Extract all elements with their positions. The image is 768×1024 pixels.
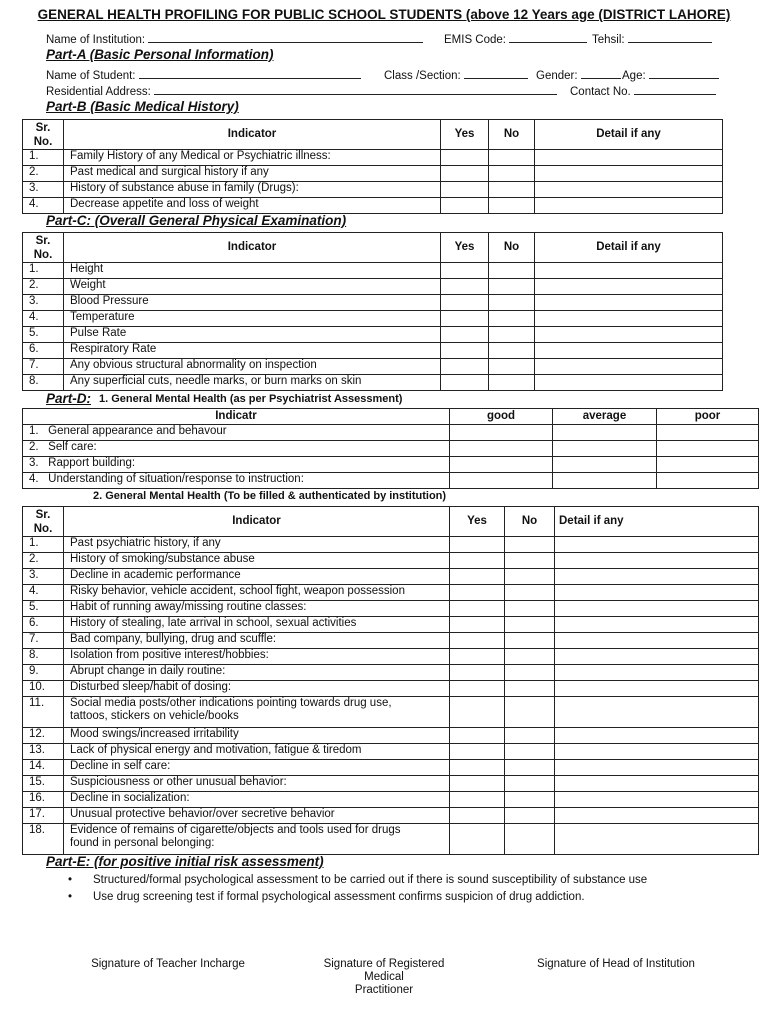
col-header-sr-no: Sr. No. — [23, 233, 64, 263]
row-indicator: Habit of running away/missing routine classes: — [64, 601, 450, 617]
part-d-heading: Part-D: — [46, 391, 92, 406]
yes-cell[interactable] — [441, 263, 489, 279]
table-row — [23, 295, 723, 311]
row-sr: 2. — [23, 166, 64, 182]
no-cell[interactable] — [489, 295, 535, 311]
row-indicator: Unusual protective behavior/over secretive behavior — [64, 808, 450, 824]
yes-cell[interactable] — [441, 295, 489, 311]
institution-label: Name of Institution: — [46, 34, 146, 46]
table-row — [23, 681, 759, 697]
row-sr: 3. — [23, 569, 64, 585]
detail-cell[interactable] — [555, 792, 759, 808]
average-cell[interactable] — [553, 457, 657, 473]
bullet-text: Structured/formal psychological assessment to be carried out if there is sound susceptibility of substance use — [93, 874, 648, 886]
row-sr: 18. — [23, 824, 64, 855]
yes-cell[interactable] — [450, 553, 505, 569]
col-header-no: No — [505, 507, 555, 537]
no-cell[interactable] — [505, 633, 555, 649]
detail-cell[interactable] — [555, 728, 759, 744]
row-indicator: Respiratory Rate — [64, 343, 441, 359]
institution-input-line[interactable] — [148, 31, 423, 43]
row-sr: 8. — [23, 375, 64, 391]
poor-cell[interactable] — [657, 457, 759, 473]
good-cell[interactable] — [450, 473, 553, 489]
row-sr: 5. — [23, 327, 64, 343]
emis-input-line[interactable] — [509, 31, 587, 43]
row-sr: 10. — [23, 681, 64, 697]
row-indicator: Decrease appetite and loss of weight — [64, 198, 441, 214]
detail-cell[interactable] — [535, 311, 723, 327]
col-header-indicator: Indicator — [64, 120, 441, 150]
average-cell[interactable] — [553, 473, 657, 489]
row-indicator: Past medical and surgical history if any — [64, 166, 441, 182]
signature-practitioner-line-3: Practitioner — [354, 984, 414, 996]
detail-cell[interactable] — [555, 776, 759, 792]
row-indicator: 4. Understanding of situation/response to instruction: — [23, 473, 450, 489]
yes-cell[interactable] — [450, 585, 505, 601]
yes-cell[interactable] — [450, 633, 505, 649]
col-header-sr-no: Sr. No. — [23, 120, 64, 150]
address-label: Residential Address: — [46, 86, 151, 98]
institution-mental-health-table — [22, 506, 759, 855]
detail-cell[interactable] — [535, 375, 723, 391]
part-e-heading: Part-E: (for positive initial risk assessment) — [46, 854, 324, 869]
row-sr: 13. — [23, 744, 64, 760]
col-header-indicator: Indicatr — [23, 409, 450, 425]
list-item — [68, 874, 647, 891]
table-header-row — [23, 233, 723, 263]
row-sr: 1. — [23, 537, 64, 553]
table-row — [23, 279, 723, 295]
no-cell[interactable] — [489, 327, 535, 343]
table-row — [23, 537, 759, 553]
good-cell[interactable] — [450, 425, 553, 441]
no-cell[interactable] — [505, 808, 555, 824]
row-indicator: Isolation from positive interest/hobbies: — [64, 649, 450, 665]
medical-history-table — [22, 119, 723, 214]
row-sr: 7. — [23, 359, 64, 375]
no-cell[interactable] — [489, 279, 535, 295]
yes-cell[interactable] — [450, 681, 505, 697]
row-indicator: Risky behavior, vehicle accident, school fight, weapon possession — [64, 585, 450, 601]
detail-cell[interactable] — [555, 808, 759, 824]
gender-label: Gender: — [536, 70, 578, 82]
col-header-yes: Yes — [441, 120, 489, 150]
bullet-icon: • — [68, 874, 73, 886]
no-cell[interactable] — [489, 182, 535, 198]
row-sr: 16. — [23, 792, 64, 808]
student-name-input-line[interactable] — [139, 67, 361, 79]
mental-health-assessment-table — [22, 408, 759, 489]
yes-cell[interactable] — [441, 279, 489, 295]
table-row — [23, 665, 759, 681]
no-cell[interactable] — [505, 537, 555, 553]
class-section-label: Class /Section: — [384, 70, 461, 82]
yes-cell[interactable] — [450, 569, 505, 585]
no-cell[interactable] — [505, 617, 555, 633]
row-sr: 2. — [23, 553, 64, 569]
col-header-yes: Yes — [441, 233, 489, 263]
table-row — [23, 311, 723, 327]
table-row — [23, 617, 759, 633]
col-header-no: No — [489, 233, 535, 263]
age-field — [622, 67, 719, 82]
good-cell[interactable] — [450, 457, 553, 473]
table-row — [23, 182, 723, 198]
table-row — [23, 375, 723, 391]
tehsil-field — [592, 31, 712, 46]
row-indicator-line-1: Evidence of remains of cigarette/objects and tools used for drugs — [70, 824, 401, 836]
average-cell[interactable] — [553, 441, 657, 457]
yes-cell[interactable] — [450, 601, 505, 617]
contact-input-line[interactable] — [634, 83, 716, 95]
col-header-indicator: Indicator — [64, 233, 441, 263]
yes-cell[interactable] — [450, 728, 505, 744]
row-sr: 14. — [23, 760, 64, 776]
poor-cell[interactable] — [657, 441, 759, 457]
row-indicator: Lack of physical energy and motivation, fatigue & tiredom — [64, 744, 450, 760]
table-row — [23, 166, 723, 182]
part-b-heading: Part-B (Basic Medical History) — [46, 99, 239, 114]
contact-label: Contact No. — [570, 86, 631, 98]
row-indicator: 2. Self care: — [23, 441, 450, 457]
yes-cell[interactable] — [450, 744, 505, 760]
detail-cell[interactable] — [535, 198, 723, 214]
address-field — [46, 83, 557, 98]
row-indicator-line-1: Social media posts/other indications pointing towards drug use, — [70, 697, 392, 709]
yes-cell[interactable] — [450, 697, 505, 728]
table-row — [23, 728, 759, 744]
no-cell[interactable] — [489, 359, 535, 375]
row-sr: 17. — [23, 808, 64, 824]
col-header-indicator: Indicator — [64, 507, 450, 537]
part-a-heading: Part-A (Basic Personal Information) — [46, 47, 274, 62]
row-indicator-line-2: found in personal belonging: — [70, 837, 215, 849]
yes-cell[interactable] — [450, 760, 505, 776]
signature-practitioner-line-2: Medical — [364, 971, 404, 983]
row-indicator: Weight — [64, 279, 441, 295]
table-row — [23, 359, 723, 375]
table-row — [23, 697, 759, 728]
row-indicator: Past psychiatric history, if any — [64, 537, 450, 553]
table-row — [23, 569, 759, 585]
table-row — [23, 649, 759, 665]
table-row — [23, 808, 759, 824]
table-row — [23, 150, 723, 166]
row-indicator: Height — [64, 263, 441, 279]
row-indicator: History of stealing, late arrival in school, sexual activities — [64, 617, 450, 633]
yes-cell[interactable] — [441, 166, 489, 182]
row-indicator: Decline in academic performance — [64, 569, 450, 585]
table-row — [23, 633, 759, 649]
part-e-bullet-list — [68, 874, 647, 908]
no-cell[interactable] — [505, 569, 555, 585]
row-sr: 11. — [23, 697, 64, 728]
detail-cell[interactable] — [555, 569, 759, 585]
no-cell[interactable] — [489, 166, 535, 182]
detail-cell[interactable] — [535, 279, 723, 295]
form-title: GENERAL HEALTH PROFILING FOR PUBLIC SCHOOL STUDENTS (above 12 Years age (DISTRICT LAHORE) — [37, 7, 731, 22]
no-cell[interactable] — [505, 776, 555, 792]
detail-cell[interactable] — [555, 649, 759, 665]
row-indicator: Disturbed sleep/habit of dosing: — [64, 681, 450, 697]
no-cell[interactable] — [505, 601, 555, 617]
age-label: Age: — [622, 70, 646, 82]
row-sr: 9. — [23, 665, 64, 681]
table-row — [23, 824, 759, 855]
no-cell[interactable] — [489, 375, 535, 391]
poor-cell[interactable] — [657, 425, 759, 441]
poor-cell[interactable] — [657, 473, 759, 489]
detail-cell[interactable] — [555, 601, 759, 617]
tehsil-label: Tehsil: — [592, 34, 625, 46]
table-row — [23, 198, 723, 214]
table-row — [23, 744, 759, 760]
row-sr: 6. — [23, 343, 64, 359]
row-sr: 7. — [23, 633, 64, 649]
row-sr: 8. — [23, 649, 64, 665]
row-indicator — [64, 824, 450, 855]
col-header-sr-no: Sr. No. — [23, 507, 64, 537]
no-cell[interactable] — [489, 343, 535, 359]
no-cell[interactable] — [505, 792, 555, 808]
col-header-poor: poor — [657, 409, 759, 425]
yes-cell[interactable] — [441, 150, 489, 166]
table-row — [23, 760, 759, 776]
row-sr: 3. — [23, 295, 64, 311]
row-sr: 4. — [23, 585, 64, 601]
row-indicator: Any superficial cuts, needle marks, or burn marks on skin — [64, 375, 441, 391]
contact-field — [570, 83, 716, 98]
part-d-sub1-heading: 1. General Mental Health (as per Psychiatrist Assessment) — [99, 393, 403, 405]
no-cell[interactable] — [489, 311, 535, 327]
age-input-line[interactable] — [649, 67, 719, 79]
no-cell[interactable] — [505, 728, 555, 744]
bullet-text: Use drug screening test if formal psychological assessment confirms suspicion of drug addiction. — [93, 891, 585, 903]
yes-cell[interactable] — [450, 665, 505, 681]
row-indicator-line-2: tattoos, stickers on vehicle/books — [70, 710, 239, 722]
row-indicator: History of smoking/substance abuse — [64, 553, 450, 569]
no-cell[interactable] — [505, 697, 555, 728]
yes-cell[interactable] — [450, 537, 505, 553]
no-cell[interactable] — [505, 585, 555, 601]
detail-cell[interactable] — [535, 327, 723, 343]
row-sr: 4. — [23, 311, 64, 327]
detail-cell[interactable] — [555, 697, 759, 728]
address-input-line[interactable] — [154, 83, 557, 95]
table-row — [23, 441, 759, 457]
no-cell[interactable] — [505, 665, 555, 681]
signature-head: Signature of Head of Institution — [537, 958, 695, 970]
class-section-field — [384, 67, 528, 82]
detail-cell[interactable] — [555, 824, 759, 855]
yes-cell[interactable] — [450, 792, 505, 808]
detail-cell[interactable] — [535, 295, 723, 311]
row-indicator: 3. Rapport building: — [23, 457, 450, 473]
table-row — [23, 553, 759, 569]
row-indicator: Family History of any Medical or Psychiatric illness: — [64, 150, 441, 166]
signature-practitioner — [304, 958, 464, 997]
col-header-yes: Yes — [450, 507, 505, 537]
yes-cell[interactable] — [441, 182, 489, 198]
detail-cell[interactable] — [535, 359, 723, 375]
average-cell[interactable] — [553, 425, 657, 441]
gender-input-line[interactable] — [581, 67, 621, 79]
tehsil-input-line[interactable] — [628, 31, 712, 43]
yes-cell[interactable] — [441, 311, 489, 327]
row-sr: 12. — [23, 728, 64, 744]
institution-field — [46, 31, 423, 46]
col-header-average: average — [553, 409, 657, 425]
gender-field — [536, 67, 621, 82]
detail-cell[interactable] — [555, 617, 759, 633]
detail-cell[interactable] — [555, 553, 759, 569]
row-indicator: Pulse Rate — [64, 327, 441, 343]
row-sr: 15. — [23, 776, 64, 792]
detail-cell[interactable] — [555, 760, 759, 776]
physical-examination-table — [22, 232, 723, 391]
row-indicator — [64, 697, 450, 728]
row-indicator: Mood swings/increased irritability — [64, 728, 450, 744]
col-header-detail: Detail if any — [535, 120, 723, 150]
row-indicator: Decline in self care: — [64, 760, 450, 776]
yes-cell[interactable] — [450, 776, 505, 792]
detail-cell[interactable] — [555, 585, 759, 601]
detail-cell[interactable] — [535, 150, 723, 166]
no-cell[interactable] — [505, 824, 555, 855]
yes-cell[interactable] — [450, 808, 505, 824]
yes-cell[interactable] — [441, 359, 489, 375]
yes-cell[interactable] — [441, 198, 489, 214]
detail-cell[interactable] — [555, 665, 759, 681]
col-header-no: No — [489, 120, 535, 150]
row-indicator: Suspiciousness or other unusual behavior: — [64, 776, 450, 792]
table-row — [23, 263, 723, 279]
table-row — [23, 601, 759, 617]
emis-field — [444, 31, 587, 46]
row-indicator: Bad company, bullying, drug and scuffle: — [64, 633, 450, 649]
yes-cell[interactable] — [441, 327, 489, 343]
detail-cell[interactable] — [555, 681, 759, 697]
detail-cell[interactable] — [555, 537, 759, 553]
row-indicator: Any obvious structural abnormality on inspection — [64, 359, 441, 375]
row-sr: 4. — [23, 198, 64, 214]
detail-cell[interactable] — [535, 343, 723, 359]
no-cell[interactable] — [505, 649, 555, 665]
yes-cell[interactable] — [441, 375, 489, 391]
no-cell[interactable] — [505, 681, 555, 697]
yes-cell[interactable] — [441, 343, 489, 359]
no-cell[interactable] — [489, 263, 535, 279]
table-row — [23, 585, 759, 601]
table-row — [23, 792, 759, 808]
detail-cell[interactable] — [555, 744, 759, 760]
signature-teacher: Signature of Teacher Incharge — [91, 958, 245, 970]
table-header-row — [23, 120, 723, 150]
table-row — [23, 457, 759, 473]
no-cell[interactable] — [505, 744, 555, 760]
table-row — [23, 425, 759, 441]
detail-cell[interactable] — [535, 182, 723, 198]
row-indicator: Abrupt change in daily routine: — [64, 665, 450, 681]
row-indicator: Blood Pressure — [64, 295, 441, 311]
class-section-input-line[interactable] — [464, 67, 528, 79]
table-row — [23, 776, 759, 792]
row-indicator: 1. General appearance and behavour — [23, 425, 450, 441]
row-indicator: Decline in socialization: — [64, 792, 450, 808]
row-sr: 2. — [23, 279, 64, 295]
table-header-row — [23, 409, 759, 425]
part-d-sub2-heading: 2. General Mental Health (To be filled & authenticated by institution) — [93, 490, 447, 502]
row-sr: 1. — [23, 263, 64, 279]
yes-cell[interactable] — [450, 617, 505, 633]
col-header-good: good — [450, 409, 553, 425]
no-cell[interactable] — [505, 760, 555, 776]
table-header-row — [23, 507, 759, 537]
yes-cell[interactable] — [450, 649, 505, 665]
no-cell[interactable] — [489, 150, 535, 166]
no-cell[interactable] — [489, 198, 535, 214]
row-sr: 5. — [23, 601, 64, 617]
yes-cell[interactable] — [450, 824, 505, 855]
student-name-field — [46, 67, 361, 82]
row-sr: 3. — [23, 182, 64, 198]
emis-label: EMIS Code: — [444, 34, 506, 46]
row-indicator: History of substance abuse in family (Drugs): — [64, 182, 441, 198]
list-item — [68, 891, 647, 908]
row-indicator: Temperature — [64, 311, 441, 327]
no-cell[interactable] — [505, 553, 555, 569]
good-cell[interactable] — [450, 441, 553, 457]
detail-cell[interactable] — [535, 166, 723, 182]
row-sr: 6. — [23, 617, 64, 633]
table-row — [23, 473, 759, 489]
table-row — [23, 327, 723, 343]
student-name-label: Name of Student: — [46, 70, 136, 82]
bullet-icon: • — [68, 891, 73, 903]
part-c-heading: Part-C: (Overall General Physical Examination) — [46, 213, 347, 228]
detail-cell[interactable] — [555, 633, 759, 649]
signature-practitioner-line-1: Signature of Registered — [323, 958, 445, 970]
col-header-detail: Detail if any — [535, 233, 723, 263]
row-sr: 1. — [23, 150, 64, 166]
col-header-detail: Detail if any — [555, 507, 759, 537]
table-row — [23, 343, 723, 359]
detail-cell[interactable] — [535, 263, 723, 279]
